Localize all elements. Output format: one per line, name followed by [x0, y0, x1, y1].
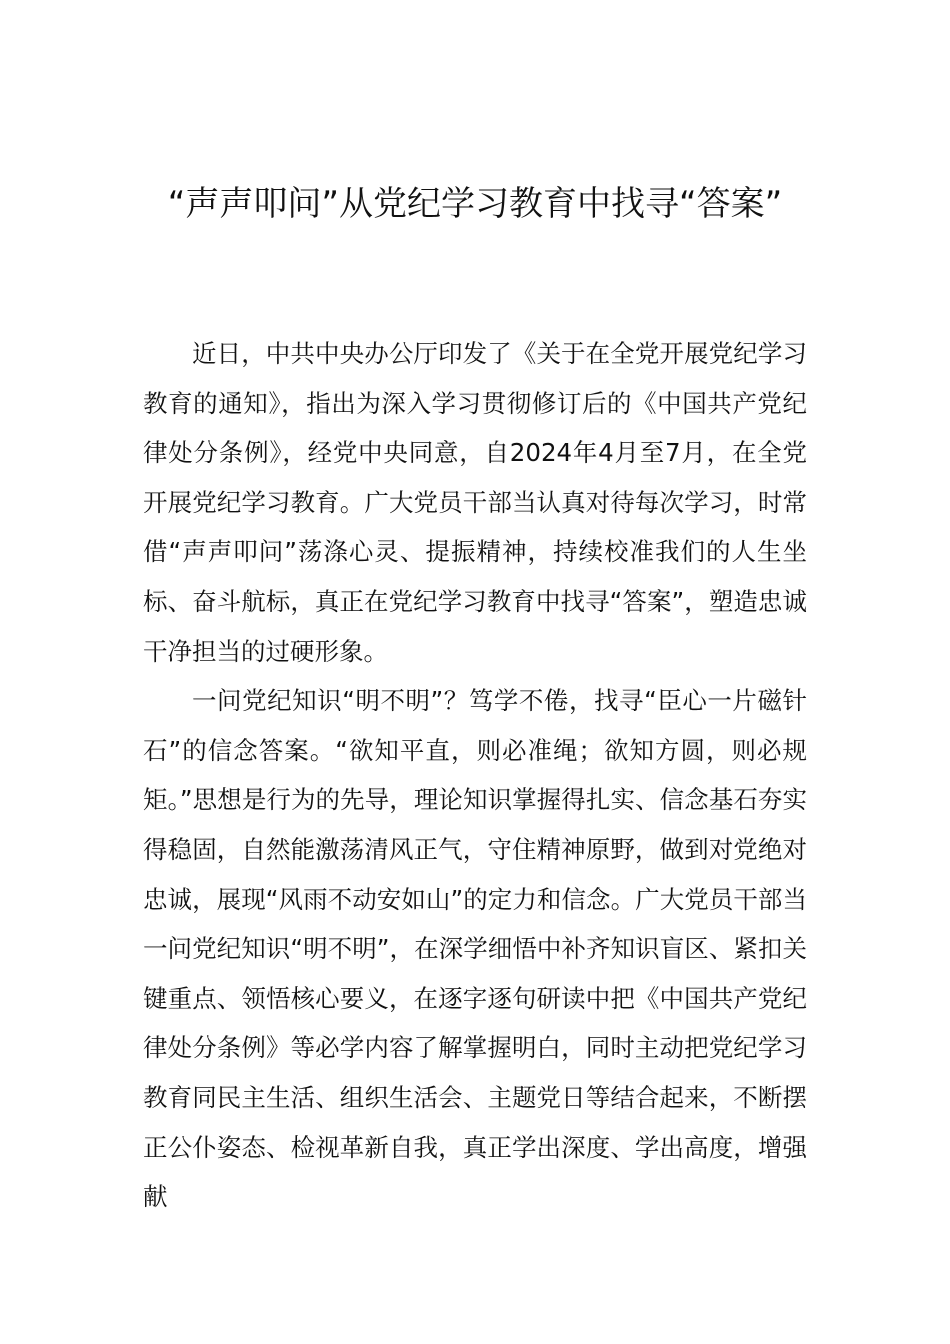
- paragraph-intro: 近日，中共中央办公厅印发了《关于在全党开展党纪学习教育的通知》，指出为深入学习贯彻修订后的《中国共产党纪律处分条例》，经党中央同意，自2024年4月至7月，在全党开展党纪学习教育。广大党员干部当认真对待每次学习，时常借“声声叩问”荡涤心灵、提振精神，持续校准我们的人生坐标、奋斗航标，真正在党纪学习教育中找寻“答案”，塑造忠诚干净担当的过硬形象。: [143, 339, 807, 666]
- document-title: “声声叩问”从党纪学习教育中找寻“答案”: [167, 184, 783, 224]
- paragraph-first-question: 一问党纪知识“明不明”？笃学不倦，找寻“臣心一片磁针石”的信念答案。“欲知平直，则必准绳；欲知方圆，则必规矩。”思想是行为的先导，理论知识掌握得扎实、信念基石夯实得稳固，自然能激荡清风正气，守住精神原野，做到对党绝对忠诚，展现“风雨不动安如山”的定力和信念。广大党员干部当一问党纪知识“明不明”，在深学细悟中补齐知识盲区、紧扣关键重点、领悟核心要义，在逐字逐句研读中把《中国共产党纪律处分条例》等必学内容了解掌握明白，同时主动把党纪学习教育同民主生活、组织生活会、主题党日等结合起来，不断摆正公仆姿态、检视革新自我，真正学出深度、学出高度，增强献: [143, 686, 807, 1212]
- document-body: [143, 329, 807, 1222]
